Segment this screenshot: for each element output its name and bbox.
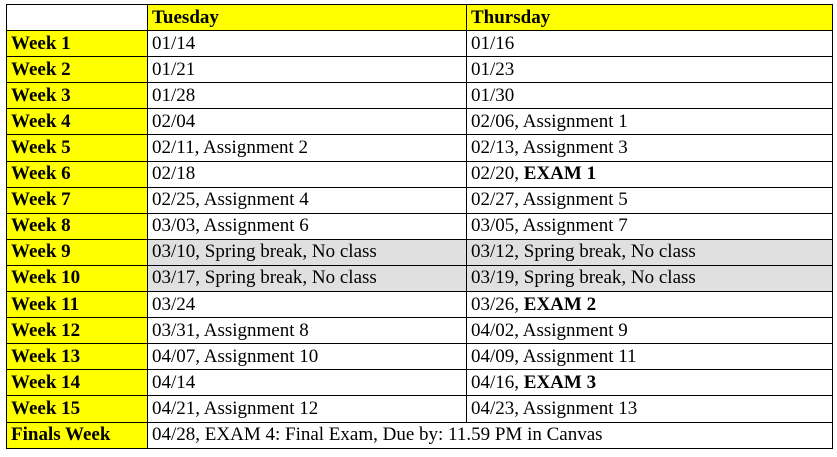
table-row — [7, 213, 833, 239]
week-label: Week 1 — [7, 31, 148, 57]
thursday-cell: 01/23 — [467, 57, 833, 83]
tuesday-cell: 01/14 — [148, 31, 467, 57]
table-row — [7, 344, 833, 370]
tuesday-cell: 01/21 — [148, 57, 467, 83]
thursday-cell: 02/06, Assignment 1 — [467, 109, 833, 135]
thursday-cell: 04/23, Assignment 13 — [467, 396, 833, 422]
thursday-cell — [467, 292, 833, 318]
header-row — [7, 5, 833, 31]
thursday-cell: 03/05, Assignment 7 — [467, 213, 833, 239]
corner-cell — [7, 5, 148, 31]
finals-row — [7, 422, 833, 448]
tuesday-cell: 02/18 — [148, 161, 467, 187]
week-label: Week 3 — [7, 83, 148, 109]
thursday-cell: 01/16 — [467, 31, 833, 57]
week-label: Week 15 — [7, 396, 148, 422]
week-label: Week 10 — [7, 265, 148, 291]
week-label: Week 7 — [7, 187, 148, 213]
thursday-cell — [467, 370, 833, 396]
tuesday-cell: 01/28 — [148, 83, 467, 109]
week-label: Week 14 — [7, 370, 148, 396]
thursday-cell: 01/30 — [467, 83, 833, 109]
finals-week-label: Finals Week — [7, 422, 148, 448]
tuesday-cell: 04/21, Assignment 12 — [148, 396, 467, 422]
thursday-date: 03/26, — [471, 293, 524, 315]
thursday-cell: 04/02, Assignment 9 — [467, 318, 833, 344]
table-row — [7, 161, 833, 187]
table-row — [7, 239, 833, 265]
table-row — [7, 292, 833, 318]
exam-label: EXAM 3 — [523, 371, 597, 393]
tuesday-cell: 02/11, Assignment 2 — [148, 135, 467, 161]
thursday-cell — [467, 161, 833, 187]
week-label: Week 2 — [7, 57, 148, 83]
tuesday-cell: 03/03, Assignment 6 — [148, 213, 467, 239]
table-row — [7, 318, 833, 344]
table-row — [7, 396, 833, 422]
tuesday-cell: 04/07, Assignment 10 — [148, 344, 467, 370]
thursday-cell: 02/13, Assignment 3 — [467, 135, 833, 161]
tuesday-cell: 03/31, Assignment 8 — [148, 318, 467, 344]
table-row — [7, 83, 833, 109]
table-row — [7, 135, 833, 161]
week-label: Week 13 — [7, 344, 148, 370]
schedule-table — [6, 4, 833, 449]
thursday-date: 02/20, — [471, 163, 524, 185]
tuesday-cell: 03/10, Spring break, No class — [148, 239, 467, 265]
finals-exam-cell: 04/28, EXAM 4: Final Exam, Due by: 11.59 PM in Canvas — [148, 422, 833, 448]
exam-label: EXAM 2 — [523, 293, 597, 315]
week-label: Week 11 — [7, 292, 148, 318]
thursday-header: Thursday — [467, 5, 833, 31]
table-row — [7, 265, 833, 291]
week-label: Week 5 — [7, 135, 148, 161]
exam-label: EXAM 1 — [523, 163, 597, 185]
thursday-cell: 02/27, Assignment 5 — [467, 187, 833, 213]
week-label: Week 9 — [7, 239, 148, 265]
thursday-cell: 04/09, Assignment 11 — [467, 344, 833, 370]
week-label: Week 6 — [7, 161, 148, 187]
week-label: Week 4 — [7, 109, 148, 135]
thursday-cell: 03/12, Spring break, No class — [467, 239, 833, 265]
tuesday-cell: 03/24 — [148, 292, 467, 318]
tuesday-cell: 02/04 — [148, 109, 467, 135]
table-row — [7, 109, 833, 135]
tuesday-cell: 04/14 — [148, 370, 467, 396]
tuesday-cell: 02/25, Assignment 4 — [148, 187, 467, 213]
thursday-date: 04/16, — [471, 371, 524, 393]
tuesday-header: Tuesday — [148, 5, 467, 31]
table-row — [7, 370, 833, 396]
table-row — [7, 57, 833, 83]
table-row — [7, 187, 833, 213]
thursday-cell: 03/19, Spring break, No class — [467, 265, 833, 291]
table-row — [7, 31, 833, 57]
week-label: Week 12 — [7, 318, 148, 344]
week-label: Week 8 — [7, 213, 148, 239]
tuesday-cell: 03/17, Spring break, No class — [148, 265, 467, 291]
